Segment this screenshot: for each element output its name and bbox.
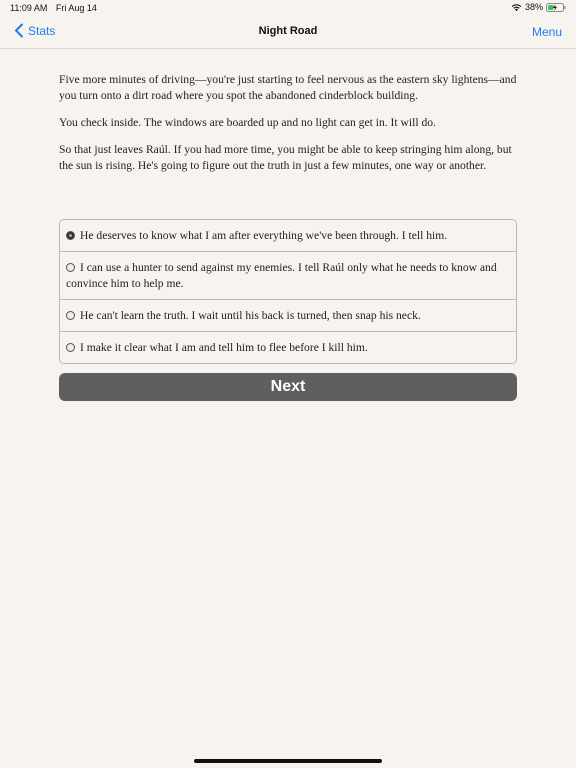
home-indicator [194, 759, 382, 763]
story-text [59, 72, 517, 185]
choice-label: I make it clear what I am and tell him to flee before I kill him. [80, 341, 368, 354]
choice-option-4[interactable] [60, 331, 516, 363]
choice-label: He can't learn the truth. I wait until his back is turned, then snap his neck. [80, 309, 421, 322]
choice-label: He deserves to know what I am after everything we've been through. I tell him. [80, 229, 448, 242]
battery-charging-icon [546, 3, 566, 12]
status-bar [0, 0, 576, 16]
battery-percent: 38% [524, 2, 543, 12]
choice-option-2[interactable] [60, 251, 516, 299]
radio-button[interactable] [66, 343, 75, 352]
navigation-bar [0, 16, 576, 49]
choice-list [59, 219, 517, 364]
menu-button[interactable]: Menu [531, 25, 562, 39]
status-right [511, 2, 566, 12]
next-button[interactable]: Next [59, 373, 517, 401]
story-paragraph: So that just leaves Raúl. If you had more time, you might be able to keep stringing him along, but the sun is rising. He's going to figure out the truth in just a few minutes, one way or another. [59, 143, 512, 172]
radio-button[interactable] [66, 311, 75, 320]
wifi-icon [511, 3, 522, 12]
choice-option-3[interactable] [60, 299, 516, 331]
story-paragraph: Five more minutes of driving—you're just starting to feel nervous as the eastern sky lightens—and you turn onto a dirt road where you spot the abandoned cinderblock building. [59, 73, 517, 102]
back-button-label: Stats [28, 23, 56, 38]
page-title: Night Road [258, 25, 318, 37]
radio-button[interactable] [66, 263, 75, 272]
story-paragraph: You check inside. The windows are boarded up and no light can get in. It will do. [59, 116, 436, 129]
status-time: 11:09 AM [10, 3, 48, 13]
status-left [10, 3, 103, 13]
choice-label: I can use a hunter to send against my enemies. I tell Raúl only what he needs to know and convince him to help me. [66, 261, 497, 290]
choice-option-1[interactable] [60, 220, 516, 251]
radio-button[interactable] [66, 231, 75, 240]
status-date: Fri Aug 14 [55, 3, 97, 13]
